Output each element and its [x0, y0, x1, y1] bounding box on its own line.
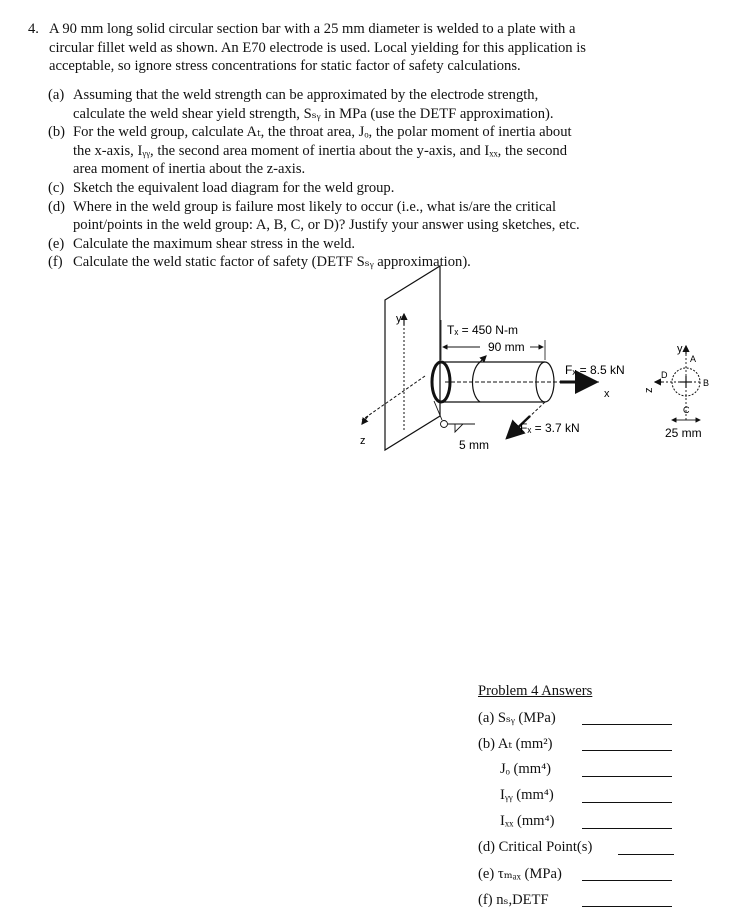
diameter-label: 25 mm: [665, 426, 702, 440]
part-line: Sketch the equivalent load diagram for the weld group.: [73, 179, 395, 196]
point-d-label: D: [661, 370, 668, 380]
point-a-label: A: [690, 354, 697, 364]
answer-row-b-at: [478, 735, 728, 753]
point-c-label: C: [683, 405, 690, 415]
point-b-label: B: [703, 378, 710, 388]
part-line: calculate the weld shear yield strength, Sₛᵧ in MPa (use the DETF approximation).: [73, 105, 554, 122]
section-z-label: z: [643, 387, 655, 393]
answer-label: (b) Aₜ (mm²): [478, 736, 553, 752]
y-axis-label: y: [396, 313, 402, 325]
part-label: (a): [48, 87, 65, 103]
answer-label: (a) Sₛᵧ (MPa): [478, 710, 556, 726]
torque-label: Tₓ = 450 N-m: [447, 323, 518, 337]
z-axis-line: [362, 376, 425, 420]
answers-title: Problem 4 Answers: [478, 683, 593, 699]
section-y-label: y: [677, 343, 683, 355]
answer-label: Jₒ (mm⁴): [500, 761, 552, 777]
answer-label: (d) Critical Point(s): [478, 839, 593, 855]
answer-blank[interactable]: [582, 776, 672, 777]
part-line: point/points in the weld group: A, B, C, or D)? Justify your answer using sketches, etc.: [73, 217, 580, 234]
answer-row-f: [478, 891, 728, 909]
part-line: Calculate the maximum shear stress in the weld.: [73, 235, 356, 252]
answer-label: (e) τₘₐₓ (MPa): [478, 866, 562, 882]
answer-row-b-izz: [478, 813, 728, 831]
part-label: (c): [48, 179, 65, 196]
part-line: Calculate the weld static factor of safety (DETF Sₛᵧ approximation).: [73, 254, 471, 271]
answer-row-d: [478, 839, 728, 857]
answer-label: Iₓₓ (mm⁴): [500, 813, 555, 829]
weld-all-around: [441, 421, 448, 428]
answer-blank[interactable]: [582, 906, 672, 907]
answer-blank[interactable]: [582, 750, 672, 751]
answer-blank[interactable]: [582, 802, 672, 803]
part-label: (f): [48, 254, 63, 271]
answer-row-e: [478, 865, 728, 883]
intro-line: acceptable, so ignore stress concentrations for static factor of safety calculations.: [49, 58, 521, 75]
fillet-weld-symbol: [455, 424, 463, 432]
part-label: (d): [48, 198, 66, 215]
answer-label: (f) nₛ,DETF: [478, 892, 549, 908]
z-axis-label: z: [360, 435, 366, 447]
plate: [385, 266, 440, 450]
problem-number: 4.: [28, 21, 39, 37]
z-axis-arrow: [362, 416, 368, 424]
intro-line: circular fillet weld as shown. An E70 electrode is used. Local yielding for this application is: [49, 39, 586, 56]
part-line: area moment of inertia about the z-axis.: [73, 161, 306, 178]
answer-row-b-iyy: [478, 787, 728, 805]
part-line: For the weld group, calculate Aₜ, the throat area, Jₒ, the polar moment of inertia about: [73, 124, 572, 141]
answer-label: Iᵧᵧ (mm⁴): [500, 787, 554, 803]
length-label: 90 mm: [488, 340, 525, 354]
fx-label: Fₓ = 8.5 kN: [565, 363, 625, 377]
part-line: Assuming that the weld strength can be approximated by the electrode strength,: [73, 87, 539, 103]
part-line: Where in the weld group is failure most likely to occur (i.e., what is/are the critical: [73, 198, 557, 215]
x-axis-label: x: [604, 388, 610, 400]
answer-blank[interactable]: [582, 724, 672, 725]
answer-blank[interactable]: [582, 880, 672, 881]
answer-blank[interactable]: [582, 828, 672, 829]
answer-blank[interactable]: [618, 854, 674, 855]
part-label: (b): [48, 124, 66, 141]
answer-row-a: [478, 709, 728, 727]
weld-size-label: 5 mm: [459, 438, 489, 452]
part-line: the x-axis, Iᵧᵧ, the second area moment of inertia about the y-axis, and Iₓₓ, the second: [73, 142, 567, 159]
answer-row-b-jo: [478, 761, 728, 779]
fz-label: Fₓ = 3.7 kN: [520, 421, 580, 435]
torque-arrow: [480, 356, 486, 362]
part-label: (e): [48, 235, 65, 252]
intro-line: A 90 mm long solid circular section bar with a 25 mm diameter is welded to a plate with a: [49, 21, 576, 37]
